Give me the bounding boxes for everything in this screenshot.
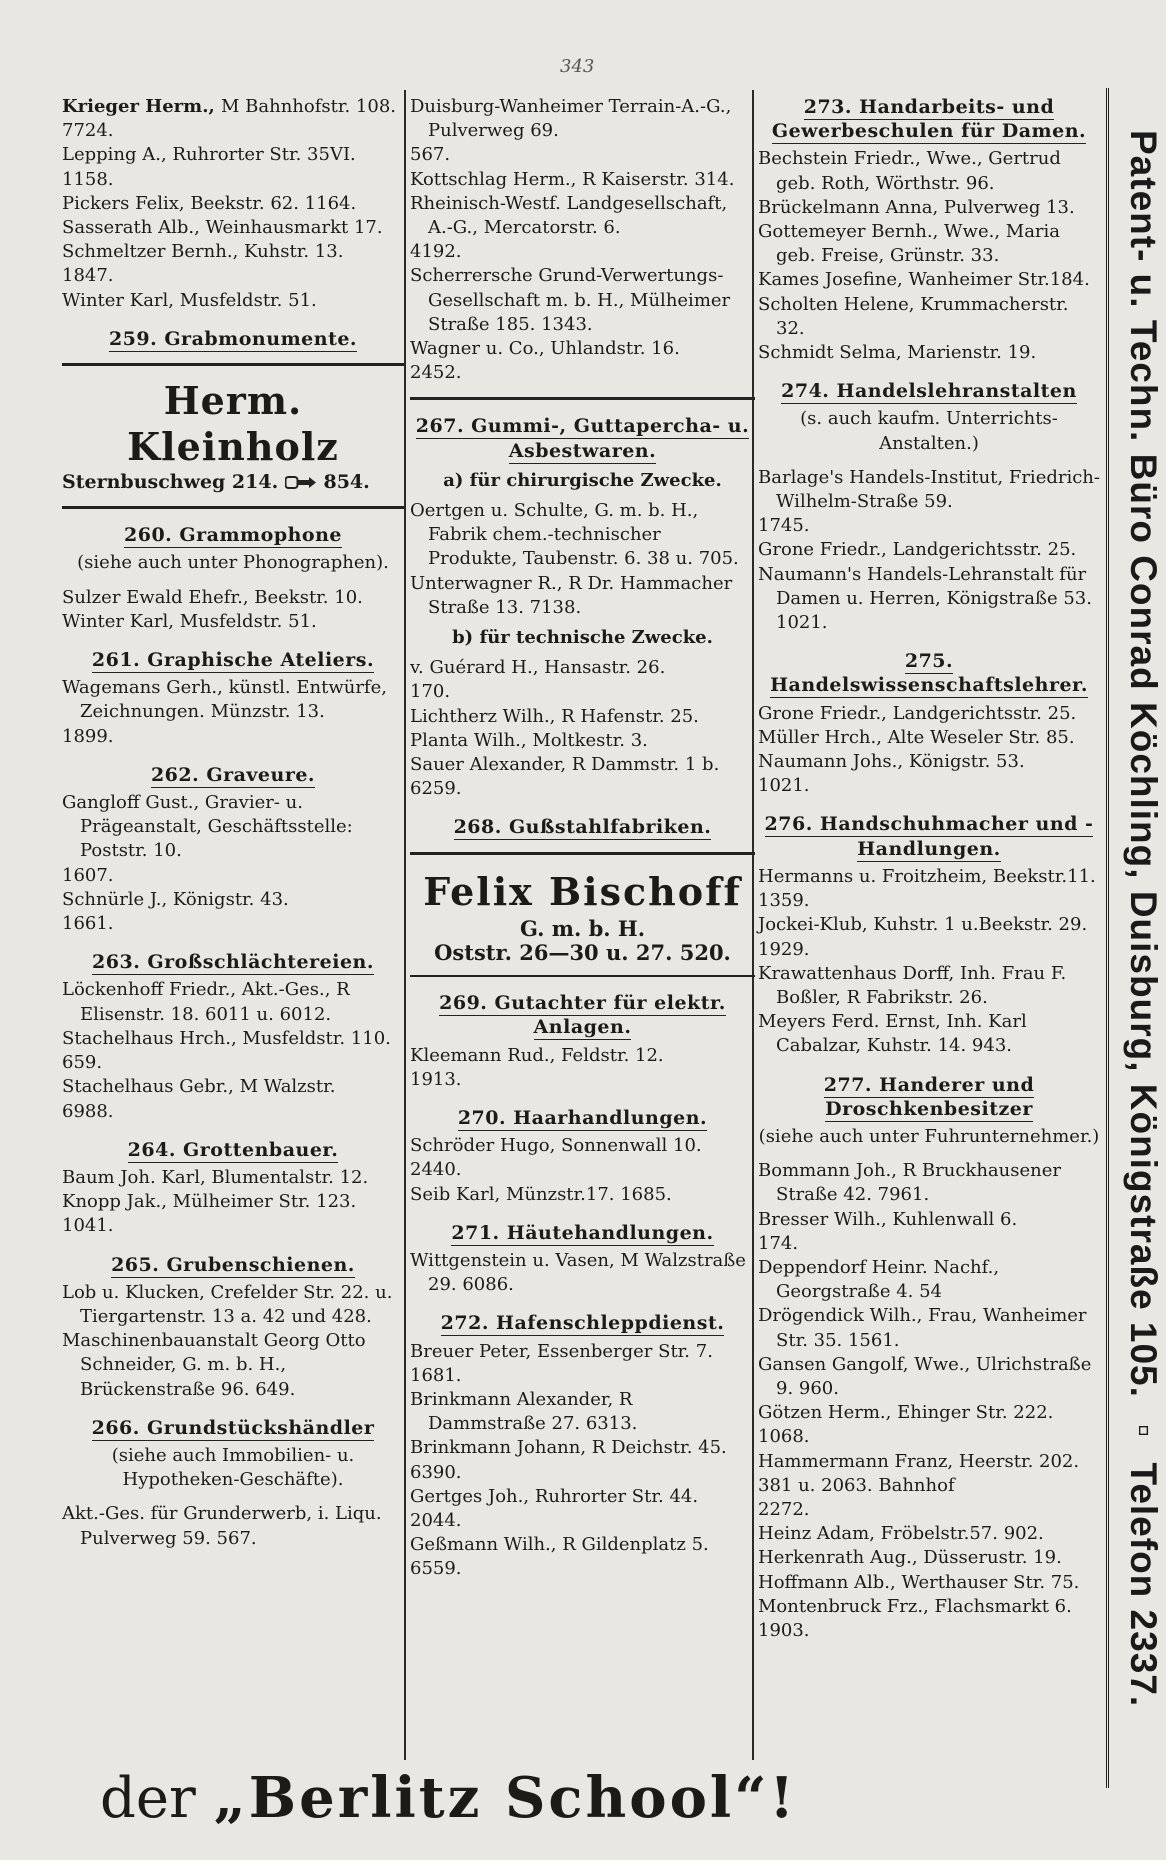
list-item: Lichtherz Wilh., R Hafenstr. 25. <box>410 705 699 727</box>
advert-address: Sternbuschweg 214. 854. <box>62 471 370 494</box>
list-item: Meyers Ferd. Ernst, Inh. Karl Cabalzar, Kuhstr. 14. 943. <box>758 1011 1027 1057</box>
list-item <box>62 240 404 264</box>
list-item: Schröder Hugo, Sonnenwall 10. <box>410 1135 702 1157</box>
list-item: 2272. <box>758 1498 810 1520</box>
list-item: 1903. <box>758 1619 810 1641</box>
list-item: Planta Wilh., Moltkestr. 3. <box>410 729 648 751</box>
advert-name: Felix Bischoff <box>423 868 742 914</box>
list-item: 1359. <box>758 890 810 912</box>
list-item: Wagner u. Co., Uhlandstr. 16. <box>410 338 680 360</box>
section-heading-275: 275. Handelswissenschaftslehrer. <box>770 650 1088 697</box>
list-item: Winter Karl, Musfeldstr. 51. <box>62 610 317 632</box>
section-heading-273: 273. Handarbeits- und Gewerbeschulen für Damen. <box>771 96 1087 143</box>
section-heading-260: 260. Grammophone <box>124 524 342 547</box>
list-item: 1681. <box>410 1364 462 1386</box>
divider <box>62 363 404 366</box>
list-item: Deppendorf Heinr. Nachf., Georgstraße 4. 54 <box>758 1256 1000 1303</box>
list-item: Seib Karl, Münzstr.17. 1685. <box>410 1183 672 1205</box>
list-item: 1913. <box>410 1068 462 1090</box>
section-note: (siehe auch unter Fuhrunternehmer.) <box>758 1125 1100 1147</box>
list-item: Grone Friedr., Landgerichtsstr. 25. <box>758 539 1077 561</box>
list-item: Knopp Jak., Mülheimer Str. 123. <box>62 1191 357 1213</box>
footer-advert <box>100 1765 1000 1845</box>
list-item: Hoffmann Alb., Werthauser Str. 75. <box>758 1571 1080 1593</box>
list-item: Duisburg-Wanheimer Terrain-A.-G., Pulverweg 69. <box>410 96 732 142</box>
list-item: 1929. <box>758 938 810 960</box>
entry-list <box>62 1502 404 1550</box>
entry-name: Krieger Herm., <box>62 96 221 117</box>
entry-list <box>758 1159 1100 1643</box>
list-item: Brückelmann Anna, Pulverweg 13. <box>758 196 1075 218</box>
entry-list <box>410 1044 755 1092</box>
entry-text: Lepping A., Ruhrorter Str. 35VI. <box>62 144 356 166</box>
list-item: Wagemans Gerh., künstl. Entwürfe, Zeichnungen. Münzstr. 13. <box>62 677 387 723</box>
advert-bischoff <box>410 867 755 965</box>
list-item: Herkenrath Aug., Düsserustr. 19. <box>758 1547 1062 1569</box>
list-item: Akt.-Ges. für Grunderwerb, i. Liqu. Pulverweg 59. 567. <box>62 1503 382 1549</box>
entry-list <box>62 978 404 1123</box>
list-item: 1899. <box>62 725 114 747</box>
advert-kleinholz <box>62 378 404 494</box>
divider <box>410 975 755 977</box>
advert-address: Oststr. 26—30 u. 27. 520. <box>434 939 731 965</box>
section-heading-263: 263. Großschlächtereien. <box>92 951 374 974</box>
section-heading-262: 262. Graveure. <box>150 763 316 786</box>
entry-list <box>410 95 755 385</box>
list-item: Kames Josefine, Wanheimer Str.184. <box>758 269 1090 291</box>
list-item <box>62 264 404 288</box>
page-number: 343 <box>560 56 595 77</box>
entry-text: 1158. <box>62 168 114 190</box>
list-item: 170. <box>410 681 451 703</box>
list-item: 567. <box>410 144 451 166</box>
subsection-heading: a) für chirurgische Zwecke. <box>443 469 722 491</box>
list-item: 2440. <box>410 1159 462 1181</box>
list-item: v. Guérard H., Hansastr. 26. <box>410 657 666 679</box>
list-item <box>62 168 404 192</box>
entry-list <box>758 865 1100 1059</box>
list-item: Drögendick Wilh., Frau, Wanheimer Str. 35. 1561. <box>758 1305 1087 1351</box>
entry-list <box>62 676 404 749</box>
list-item: Hermanns u. Froitzheim, Beekstr.11. <box>758 865 1096 887</box>
list-item: Scherrersche Grund-Verwertungs-Gesellschaft m. b. H., Mülheimer Straße 185. 1343. <box>410 265 731 335</box>
footer-slogan: „Berlitz School“! <box>213 1765 797 1831</box>
list-item <box>62 289 404 313</box>
list-item: Hammermann Franz, Heerstr. 202. <box>758 1450 1080 1472</box>
column-2 <box>410 95 755 1582</box>
list-item: Brinkmann Johann, R Deichstr. 45. <box>410 1437 727 1459</box>
entry-text: Schmeltzer Bernh., Kuhstr. 13. <box>62 241 344 263</box>
list-item: Gansen Gangolf, Wwe., Ulrichstraße 9. 960. <box>758 1353 1092 1399</box>
column-1 <box>62 95 404 1551</box>
entry-list <box>410 499 755 620</box>
list-item: Stachelhaus Gebr., M Walzstr. <box>62 1076 336 1098</box>
list-item: Unterwagner R., R Dr. Hammacher Straße 13. 7138. <box>410 572 733 618</box>
list-item: 6988. <box>62 1100 114 1122</box>
entry-text: 1847. <box>62 265 114 287</box>
section-heading-276: 276. Handschuhmacher und -Handlungen. <box>764 813 1094 860</box>
list-item: Geßmann Wilh., R Gildenplatz 5. <box>410 1534 709 1556</box>
section-heading-264: 264. Grottenbauer. <box>127 1138 339 1161</box>
entry-list <box>62 95 404 313</box>
entry-list <box>62 1281 404 1402</box>
section-note: (siehe auch Immobilien- u. Hypotheken-Geschäfte). <box>111 1444 355 1491</box>
section-heading-269: 269. Gutachter für elektr. Anlagen. <box>439 992 726 1039</box>
list-item: Grone Friedr., Landgerichtsstr. 25. <box>758 702 1077 724</box>
advert-company-form: G. m. b. H. <box>519 915 646 941</box>
list-item: Jockei-Klub, Kuhstr. 1 u.Beekstr. 29. <box>758 914 1088 936</box>
list-item: 174. <box>758 1232 799 1254</box>
list-item: 4192. <box>410 241 462 263</box>
list-item: Götzen Herm., Ehinger Str. 222. <box>758 1402 1054 1424</box>
entry-list <box>62 1166 404 1239</box>
side-advert-text: Patent- u. Techn. Büro Conrad Köchling, Duisburg, Königstraße 105. ▫ Telefon 2337. <box>1123 130 1164 1708</box>
list-item <box>62 192 404 216</box>
list-item: Rheinisch-Westf. Landgesellschaft, A.-G., Mercatorstr. 6. <box>410 192 728 239</box>
list-item: 381 u. 2063. Bahnhof <box>758 1474 955 1496</box>
list-item: 6259. <box>410 778 462 800</box>
entry-text: M Bahnhofstr. 108. <box>221 96 397 117</box>
list-item: Schmidt Selma, Marienstr. 19. <box>758 342 1037 364</box>
section-heading-266: 266. Grundstückshändler <box>91 1416 375 1439</box>
list-item: 1068. <box>758 1426 810 1448</box>
list-item: Oertgen u. Schulte, G. m. b. H., Fabrik chem.-technischer Produkte, Taubenstr. 6. 38 u. 705. <box>410 500 739 570</box>
section-heading-268: 268. Gußstahlfabriken. <box>453 816 712 839</box>
list-item: Bechstein Friedr., Wwe., Gertrud geb. Roth, Wörthstr. 96. <box>758 148 1061 194</box>
list-item <box>62 216 404 240</box>
section-heading-277: 277. Handerer und Droschkenbesitzer <box>823 1073 1035 1120</box>
section-heading-272: 272. Hafenschleppdienst. <box>440 1312 725 1335</box>
list-item: Gertges Joh., Ruhrorter Str. 44. <box>410 1485 699 1507</box>
entry-list <box>410 656 755 801</box>
list-item: Montenbruck Frz., Flachsmarkt 6. <box>758 1595 1072 1617</box>
section-note: (siehe auch unter Phonographen). <box>77 552 389 574</box>
list-item: 1745. <box>758 515 810 537</box>
section-heading-261: 261. Graphische Ateliers. <box>91 649 375 672</box>
list-item: Wittgenstein u. Vasen, M Walzstraße 29. 6086. <box>410 1249 746 1296</box>
section-heading-270: 270. Haarhandlungen. <box>457 1106 708 1129</box>
section-heading-265: 265. Grubenschienen. <box>111 1253 355 1276</box>
list-item: Kottschlag Herm., R Kaiserstr. 314. <box>410 168 735 190</box>
entry-text: Pickers Felix, Beekstr. 62. 1164. <box>62 192 357 214</box>
list-item: Baum Joh. Karl, Blumentalstr. 12. <box>62 1166 369 1188</box>
list-item: Gangloff Gust., Gravier- u. Prägeanstalt, Geschäftsstelle: Poststr. 10. <box>62 792 353 862</box>
list-item <box>62 95 404 119</box>
section-heading-259: 259. Grabmonumente. <box>108 327 358 350</box>
entry-list <box>758 147 1100 365</box>
list-item: Sulzer Ewald Ehefr., Beekstr. 10. <box>62 586 363 608</box>
list-item: Heinz Adam, Fröbelstr.57. 902. <box>758 1523 1044 1545</box>
list-item: Breuer Peter, Essenberger Str. 7. <box>410 1340 713 1362</box>
list-item: Naumann's Handels-Lehranstalt für Damen u. Herren, Königstraße 53. 1021. <box>758 563 1092 634</box>
section-heading-271: 271. Häutehandlungen. <box>451 1221 714 1244</box>
entry-text: Winter Karl, Musfeldstr. 51. <box>62 289 317 311</box>
entry-list <box>758 702 1100 799</box>
list-item: Maschinenbauanstalt Georg Otto Schneider, G. m. b. H., Brückenstraße 96. 649. <box>62 1330 366 1400</box>
list-item: Kleemann Rud., Feldstr. 12. <box>410 1044 664 1066</box>
list-item: 6390. <box>410 1461 462 1483</box>
section-note: (s. auch kaufm. Unterrichts-Anstalten.) <box>800 408 1058 454</box>
list-item: 1041. <box>62 1215 114 1237</box>
list-item: 2044. <box>410 1509 462 1531</box>
entry-list <box>410 1134 755 1207</box>
list-item: 2452. <box>410 362 462 384</box>
divider <box>410 852 755 855</box>
entry-list <box>410 1249 755 1297</box>
list-item <box>62 143 404 167</box>
column-3 <box>758 95 1100 1643</box>
list-item: Bommann Joh., R Bruckhausener Straße 42. 7961. <box>758 1160 1061 1206</box>
section-heading-267: 267. Gummi-, Guttapercha- u. Asbestwaren. <box>415 415 750 462</box>
entry-list <box>62 586 404 634</box>
entry-text: 7724. <box>62 120 114 142</box>
list-item: 1661. <box>62 913 114 935</box>
list-item: Stachelhaus Hrch., Musfeldstr. 110. <box>62 1027 391 1049</box>
list-item: Schnürle J., Königstr. 43. <box>62 888 289 910</box>
list-item <box>62 119 404 143</box>
list-item: 6559. <box>410 1558 462 1580</box>
list-item: Barlage's Handels-Institut, Friedrich-Wilhelm-Straße 59. <box>758 466 1100 513</box>
list-item: Bresser Wilh., Kuhlenwall 6. <box>758 1208 1018 1230</box>
entry-list <box>758 466 1100 635</box>
entry-text: Sasserath Alb., Weinhausmarkt 17. <box>62 217 383 239</box>
list-item: Scholten Helene, Krummacherstr. 32. <box>758 293 1069 339</box>
divider <box>62 506 404 509</box>
list-item: Müller Hrch., Alte Weseler Str. 85. <box>758 726 1075 748</box>
entry-list <box>410 1340 755 1582</box>
list-item: Sauer Alexander, R Dammstr. 1 b. <box>410 754 720 776</box>
advert-name: Herm. Kleinholz <box>127 378 339 470</box>
list-item: Lob u. Klucken, Crefelder Str. 22. u. Tiergartenstr. 13 a. 42 und 428. <box>62 1281 393 1327</box>
list-item: 1021. <box>758 775 810 797</box>
entry-list <box>62 791 404 936</box>
divider <box>410 397 755 400</box>
column-divider <box>404 90 406 1760</box>
list-item: Brinkmann Alexander, R Dammstraße 27. 6313. <box>410 1388 638 1435</box>
telephone-icon <box>285 476 317 489</box>
list-item: 659. <box>62 1052 103 1074</box>
list-item: Gottemeyer Bernh., Wwe., Maria geb. Freise, Grünstr. 33. <box>758 221 1061 267</box>
list-item: 1607. <box>62 864 114 886</box>
section-heading-274: 274. Handelslehranstalten <box>781 380 1077 403</box>
list-item: Löckenhoff Friedr., Akt.-Ges., R Elisenstr. 18. 6011 u. 6012. <box>62 979 350 1025</box>
list-item: Krawattenhaus Dorff, Inh. Frau F. Boßler, R Fabrikstr. 26. <box>758 962 1067 1008</box>
subsection-heading: b) für technische Zwecke. <box>452 627 713 649</box>
footer-word: der <box>100 1766 196 1831</box>
list-item: Naumann Johs., Königstr. 53. <box>758 751 1025 773</box>
